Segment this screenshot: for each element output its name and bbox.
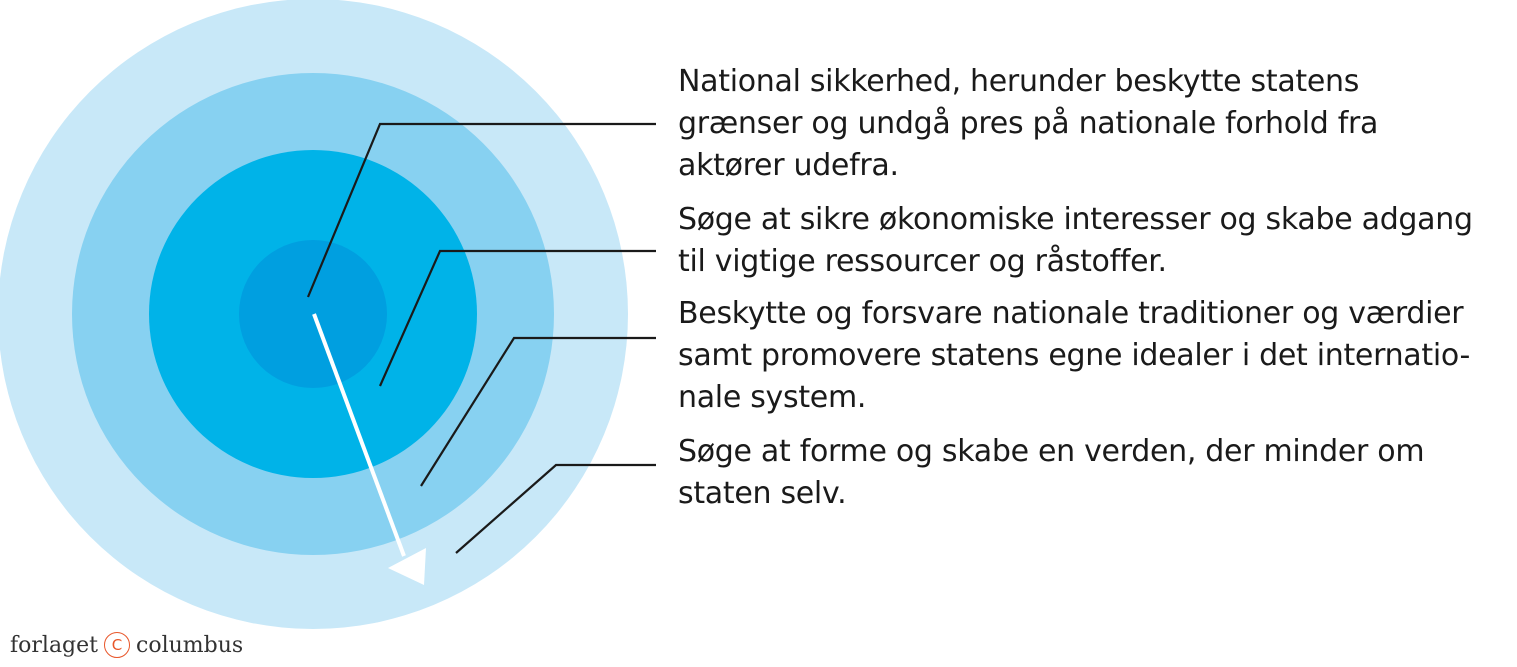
label-economic-interests: Søge at sikre økonomiske interesser og skabe adgang til vigtige ressourcer og råstoffer. — [678, 202, 1473, 279]
logo-text-left: forlaget — [10, 632, 98, 658]
logo-text-right: columbus — [136, 632, 244, 658]
label-shape-world: Søge at forme og skabe en verden, der minder om staten selv. — [678, 434, 1425, 511]
label-national-security: National sikkerhed, herunder beskytte statens grænser og undgå pres på nationale forhold fra aktører udefra. — [678, 64, 1379, 183]
label-traditions-values: Beskytte og forsvare nationale traditioner og værdier samt promovere statens egne idealer i det internatio- nale system. — [678, 296, 1471, 415]
copyright-icon: C — [104, 632, 130, 658]
publisher-logo — [10, 632, 243, 658]
ring-core — [239, 240, 387, 388]
